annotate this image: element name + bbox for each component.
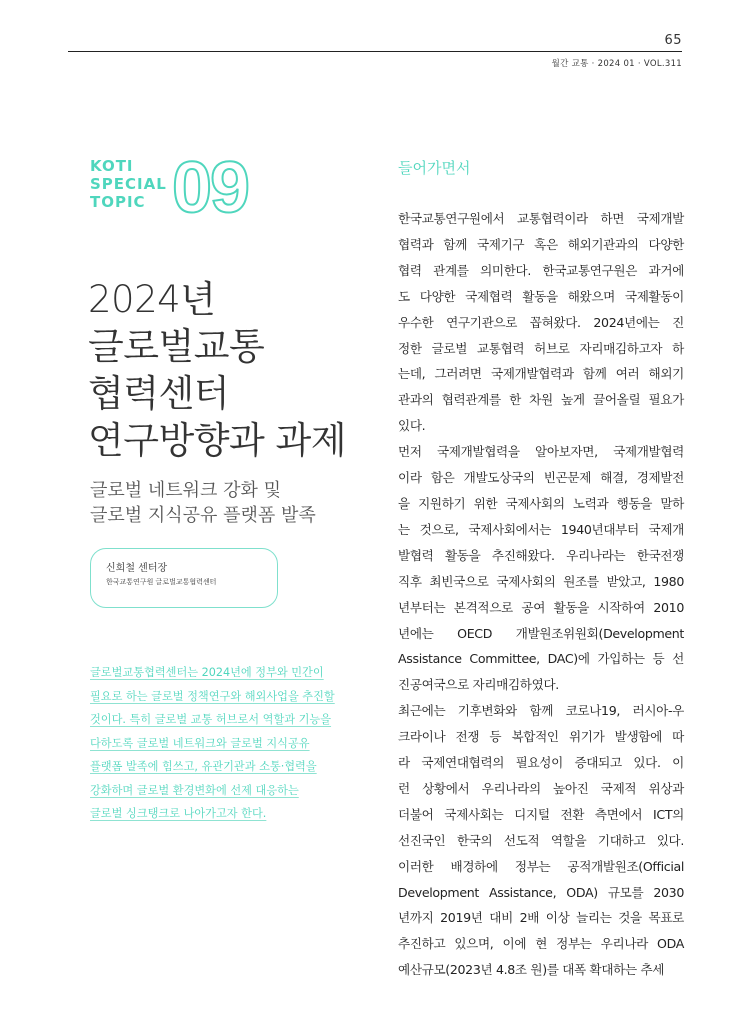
topic-number-text: 09: [172, 150, 249, 220]
body-line: 선진국인 한국의 선도적 역할을 기대하고 있다.: [398, 832, 684, 848]
body-line: 년부터는 본격적으로 공여 활동을 시작하여 2010: [398, 599, 684, 615]
title-line: 2024년: [88, 278, 216, 321]
body-line: 협력 관계를 의미한다. 한국교통연구원은 과거에: [398, 262, 684, 278]
page-number: 65: [664, 33, 682, 48]
body-line: 도 다양한 국제협력 활동을 해왔으며 국제활동이: [398, 288, 684, 304]
body-line: 년까지 2019년 대비 2배 이상 늘리는 것을 목표로: [398, 910, 684, 926]
body-line: 있다.: [398, 418, 426, 434]
body-line: 이라 함은 개발도상국의 빈곤문제 해결, 경제발전: [398, 470, 684, 486]
abstract-line-text: 것이다. 특히 글로벌 교통 허브로서 역할과 기능을: [90, 713, 332, 726]
body-line: 는데, 그러려면 국제개발협력과 함께 여러 해외기: [398, 366, 684, 382]
main-title: [88, 276, 378, 464]
body-line: 협력과 함께 국제기구 혹은 해외기관과의 다양한: [398, 236, 684, 252]
abstract-line: [90, 779, 372, 803]
body-line: 최근에는 기후변화와 함께 코로나19, 러시아-우: [398, 703, 684, 719]
body-line: 관과의 협력관계를 한 차원 높게 끌어올릴 필요가: [398, 392, 684, 408]
body-line: 는 것으로, 국제사회에서는 1940년대부터 국제개: [398, 521, 684, 537]
body-line: 직후 최빈국으로 국제사회의 원조를 받았고, 1980: [398, 573, 684, 589]
body-line: 크라이나 전쟁 등 복합적인 위기가 발생함에 따: [398, 729, 684, 745]
abstract-line: [90, 755, 372, 779]
topic-label-line: KOTI: [90, 157, 134, 175]
header-rule: [68, 51, 682, 52]
author-box: [90, 548, 278, 608]
body-line: 우수한 연구기관으로 꼽혀왔다. 2024년에는 진: [398, 314, 684, 330]
body-line: 정한 글로벌 교통협력 허브로 자리매김하고자 하: [398, 340, 684, 356]
abstract-line-text: 강화하며 글로벌 환경변화에 선제 대응하는: [90, 783, 299, 797]
body-line: 진공여국으로 자리매김하였다.: [398, 677, 559, 693]
body-line: 런 상황에서 우리나라의 높아진 국제적 위상과: [398, 780, 684, 796]
abstract-line: [90, 708, 372, 732]
topic-number: [170, 150, 260, 220]
author-org: 한국교통연구원 글로벌교통협력센터: [106, 578, 217, 586]
subtitle-line: 글로벌 지식공유 플랫폼 발족: [90, 505, 316, 526]
body-line: 년에는 OECD 개발원조위원회(Development: [398, 625, 684, 641]
abstract-line-text: 플랫폼 발족에 힘쓰고, 유관기관과 소통·협력을: [90, 760, 317, 773]
title-line: 연구방향과 과제: [88, 419, 346, 462]
topic-label-line: SPECIAL: [90, 175, 167, 193]
title-line: 협력센터: [88, 372, 229, 415]
topic-label: [90, 157, 167, 211]
title-line: 글로벌교통: [88, 325, 265, 368]
abstract-line: [90, 685, 372, 709]
abstract-line: [90, 732, 372, 756]
abstract: [90, 661, 372, 826]
subtitle-line: 글로벌 네트워크 강화 및: [90, 480, 282, 501]
abstract-line-text: 글로벌 싱크탱크로 나아가고자 한다.: [90, 807, 267, 820]
body-line: Assistance Committee, DAC)에 가입하는 등 선: [398, 651, 684, 667]
body-line: 먼저 국제개발협력을 알아보자면, 국제개발협력: [398, 444, 684, 460]
subtitle: [90, 478, 380, 528]
abstract-line: [90, 661, 372, 685]
abstract-line-text: 다하도록 글로벌 네트워크와 글로벌 지식공유: [90, 736, 310, 750]
running-header: 월간 교통 · 2024 01 · VOL.311: [551, 59, 682, 69]
body-line: 발협력 활동을 추진해왔다. 우리나라는 한국전쟁: [398, 547, 684, 563]
abstract-line-text: 필요로 하는 글로벌 정책연구와 해외사업을 추진할: [90, 689, 335, 703]
abstract-line-text: 글로벌교통협력센터는 2024년에 정부와 민간이: [90, 666, 324, 679]
body-line: 추진하고 있으며, 이에 현 정부는 우리나라 ODA: [398, 936, 684, 952]
abstract-line: [90, 802, 372, 826]
author-name: 신희철 센터장: [106, 563, 168, 574]
body-line: 을 지원하기 위한 국제사회의 노력과 행동을 말하: [398, 495, 684, 511]
body-line: 라 국제연대협력의 필요성이 증대되고 있다. 이: [398, 755, 684, 771]
body-line: 이러한 배경하에 정부는 공적개발원조(Official: [398, 858, 684, 874]
body-line: 한국교통연구원에서 교통협력이라 하면 국제개발: [398, 211, 684, 226]
section-heading: 들어가면서: [398, 159, 471, 177]
topic-label-line: TOPIC: [90, 193, 146, 211]
body-text: [398, 206, 684, 983]
body-line: Development Assistance, ODA) 규모를 2030: [398, 884, 684, 900]
body-line: 더불어 국제사회는 디지털 전환 측면에서 ICT의: [398, 806, 684, 822]
body-line: 예산규모(2023년 4.8조 원)를 대폭 확대하는 추세: [398, 962, 665, 978]
